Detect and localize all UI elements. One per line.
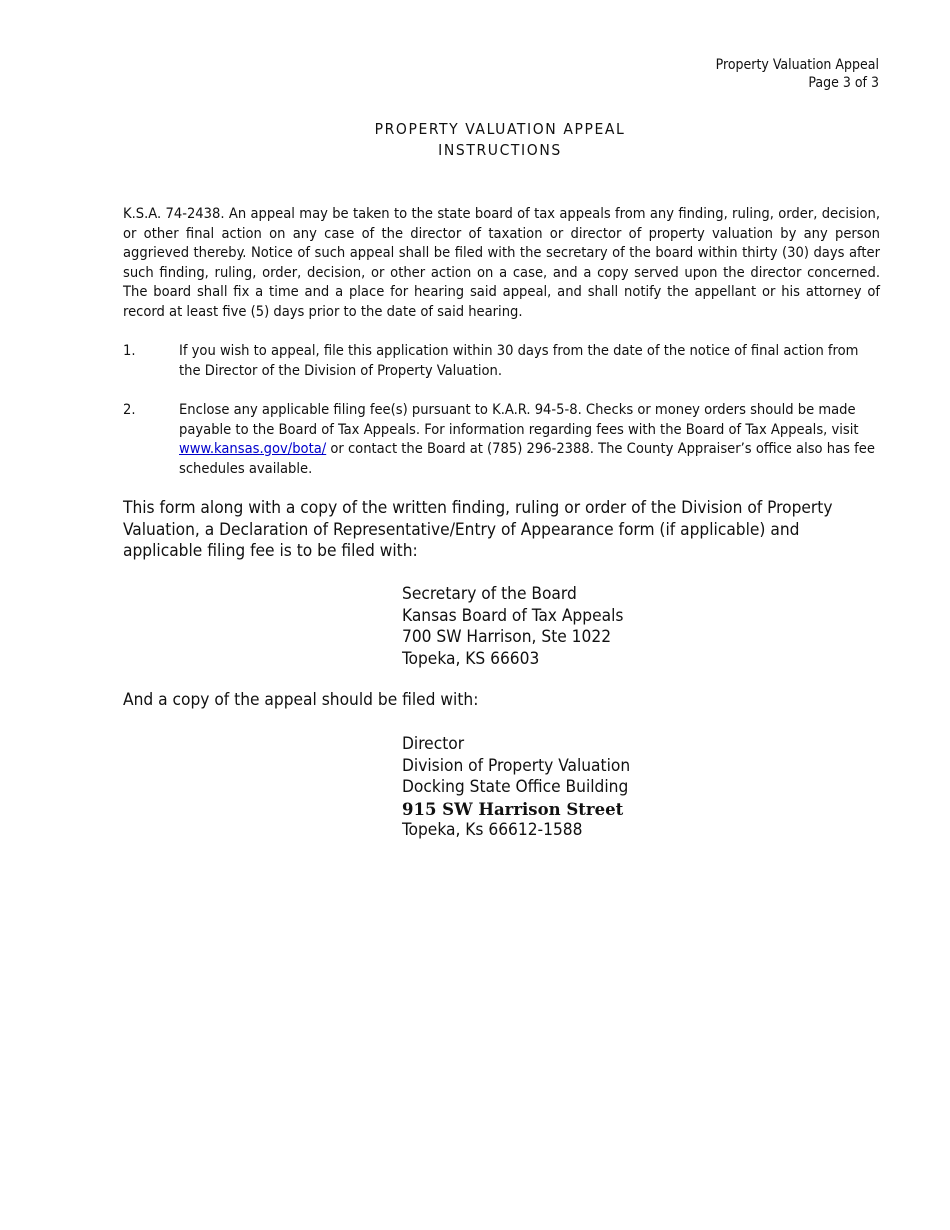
board-address-block [402,584,822,670]
address-line: 700 SW Harrison, Ste 1022 [402,627,612,647]
address-line: Topeka, Ks 66612-1588 [402,820,583,840]
item-text [179,400,880,478]
address-line: Topeka, KS 66603 [402,648,540,669]
item-text: If you wish to appeal, file this application within 30 days from the date of the notice of final action from the Director of the Division of Property Valuation. [179,342,859,379]
director-address-block [402,734,822,842]
item-number: 2. [123,401,136,418]
item-text-before-link: Enclose any applicable filing fee(s) pursuant to K.A.R. 94-5-8. Checks or money orders should be made payable to the Board of Tax Appeals. For information regarding fees with the Board of Tax Appeals, visit [179,401,859,438]
page-header [716,56,879,92]
header-form-name: Property Valuation Appeal [715,57,879,73]
address-line: Secretary of the Board [402,584,577,604]
address-line-street: 915 SW Harrison Street [402,799,624,819]
address-line: Director [402,734,465,754]
item-text-after-link: or contact the Board at (785) 296-2388. The County Appraiser’s office also has fee schedules available. [179,440,875,477]
item-number: 1. [123,342,136,359]
copy-instructions-paragraph: And a copy of the appeal should be filed with: [123,690,479,710]
instruction-item-1 [123,341,880,380]
title-line-2: INSTRUCTIONS [438,141,562,159]
address-line: Division of Property Valuation [402,755,631,776]
statute-paragraph: K.S.A. 74-2438. An appeal may be taken to the state board of tax appeals from any finding, ruling, order, decision, or other final action on any case of the director of taxation or director of property valuation by any person aggrieved thereby. Notice of such appeal shall be filed with the secretary of the board within thirty (30) days after such finding, ruling, order, decision, or other action on a case, and a copy served upon the director concerned. The board shall fix a time and a place for hearing said appeal, and shall notify the appellant or his attorney of record at least five (5) days prior to the date of said hearing. [123,205,880,320]
instruction-item-2 [123,400,880,478]
document-title [0,119,950,161]
header-page-number: Page 3 of 3 [808,75,879,91]
filing-instructions-paragraph: This form along with a copy of the written finding, ruling or order of the Division of Property Valuation, a Declaration of Representative/Entry of Appearance form (if applicable) and applicable filing fee is to be filed with: [123,498,833,561]
title-line-1: PROPERTY VALUATION APPEAL [374,120,626,138]
address-line: Docking State Office Building [402,777,629,797]
bota-website-link[interactable]: www.kansas.gov/bota/ [179,440,327,457]
address-line: Kansas Board of Tax Appeals [402,605,624,626]
